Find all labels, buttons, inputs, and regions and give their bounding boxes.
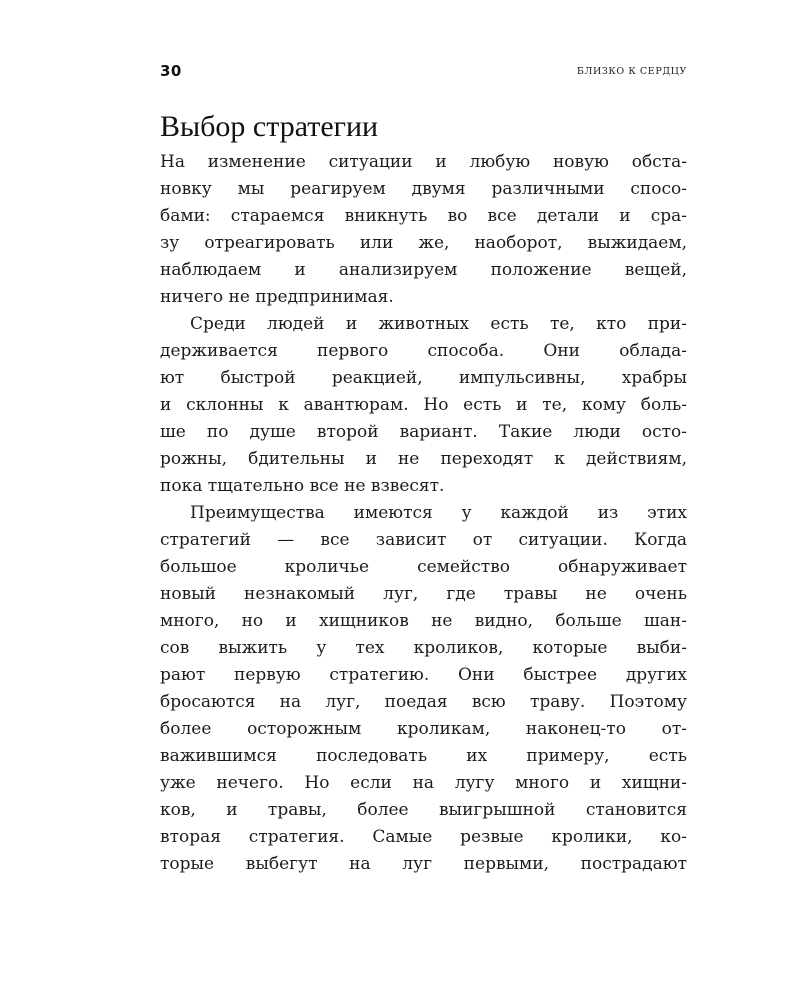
text-line: стратегий — все зависит от ситуации. Когда xyxy=(160,530,687,550)
page-number: 30 xyxy=(160,62,182,80)
section-title: Выбор стратегии xyxy=(160,110,379,143)
text-line: пока тщательно все не взвесят. xyxy=(160,476,445,496)
text-line: рают первую стратегию. Они быстрее других xyxy=(160,665,687,685)
text-line: важившимся последовать их примеру, есть xyxy=(160,746,687,766)
text-line: рожны, бдительны и не переходят к действиям, xyxy=(160,449,687,469)
text-line: новку мы реагируем двумя различными спосо- xyxy=(160,179,687,199)
text-line: и склонны к авантюрам. Но есть и те, кому боль- xyxy=(160,395,687,415)
text-line: более осторожным кроликам, наконец-то от- xyxy=(160,719,687,739)
running-head: БЛИЗКО К СЕРДЦУ xyxy=(576,66,687,77)
text-line: ков, и травы, более выигрышной становится xyxy=(160,800,687,820)
text-line: уже нечего. Но если на лугу много и хищни- xyxy=(160,773,687,793)
text-line: ничего не предпринимая. xyxy=(160,287,394,307)
text-line: Среди людей и животных есть те, кто при- xyxy=(190,314,687,334)
text-line: бросаются на луг, поедая всю траву. Поэтому xyxy=(160,692,687,712)
text-line: новый незнакомый луг, где травы не очень xyxy=(160,584,687,604)
body-text xyxy=(160,149,687,878)
text-line: большое кроличье семейство обнаруживает xyxy=(160,557,687,577)
text-line: сов выжить у тех кроликов, которые выби- xyxy=(160,638,687,658)
text-line: зу отреагировать или же, наоборот, выжидаем, xyxy=(160,233,687,253)
text-line: ше по душе второй вариант. Такие люди осто- xyxy=(160,422,687,442)
text-line: На изменение ситуации и любую новую обста- xyxy=(160,152,687,172)
text-line: вторая стратегия. Самые резвые кролики, ко- xyxy=(160,827,687,847)
text-line: торые выбегут на луг первыми, пострадают xyxy=(160,854,687,874)
text-line: много, но и хищников не видно, больше шан- xyxy=(160,611,687,631)
text-line: Преимущества имеются у каждой из этих xyxy=(190,503,687,523)
text-line: бами: стараемся вникнуть во все детали и сра- xyxy=(160,206,687,226)
text-line: держивается первого способа. Они облада- xyxy=(160,341,687,361)
text-line: наблюдаем и анализируем положение вещей, xyxy=(160,260,687,280)
text-line: ют быстрой реакцией, импульсивны, храбры xyxy=(160,368,687,388)
